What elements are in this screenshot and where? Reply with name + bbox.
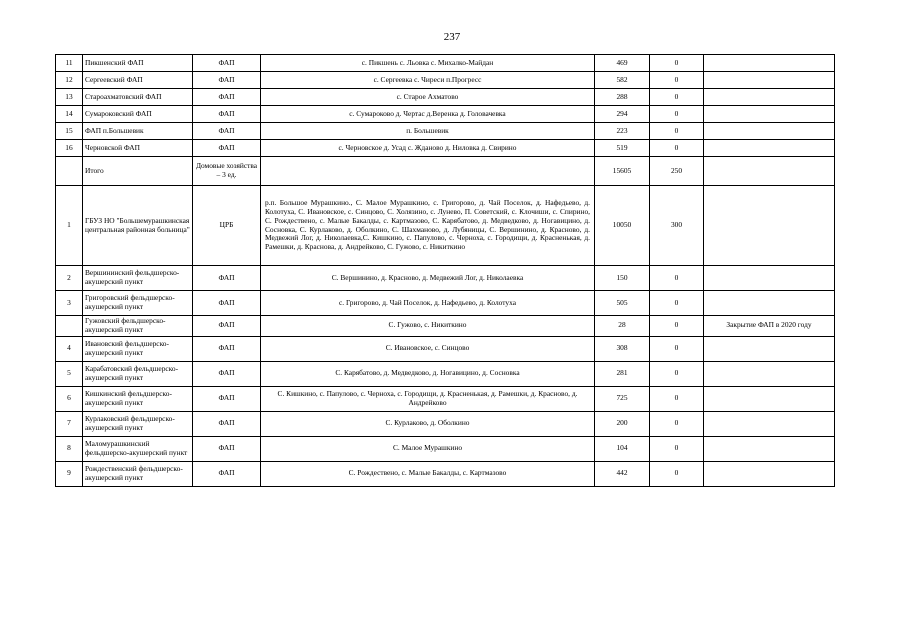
facility-name: Черновской ФАП [83, 140, 193, 157]
table-row [56, 55, 835, 72]
settlements-served: С. Гужово, с. Никиткино [261, 316, 595, 337]
population: 28 [595, 316, 650, 337]
row-number: 1 [56, 186, 83, 266]
facility-type: ФАП [193, 386, 261, 411]
count: 300 [650, 186, 704, 266]
table-row [56, 291, 835, 316]
facility-name: ГБУЗ НО "Большемурашкинская центральная районная больница" [83, 186, 193, 266]
table-row [56, 89, 835, 106]
table-row [56, 157, 835, 186]
row-number: 6 [56, 386, 83, 411]
population: 725 [595, 386, 650, 411]
population: 469 [595, 55, 650, 72]
row-number: 15 [56, 123, 83, 140]
facility-name: Пикшенский ФАП [83, 55, 193, 72]
row-number: 4 [56, 336, 83, 361]
table-row [56, 316, 835, 337]
facility-name: ФАП п.Большевик [83, 123, 193, 140]
note [704, 386, 835, 411]
table-row [56, 461, 835, 486]
facility-type: ФАП [193, 316, 261, 337]
row-number: 12 [56, 72, 83, 89]
facility-name: Итого [83, 157, 193, 186]
settlements-served: с. Черновское д. Усад с. Жданово д. Ниловка д. Свирино [261, 140, 595, 157]
population: 223 [595, 123, 650, 140]
facility-name: Гужовский фельдшерско-акушерский пункт [83, 316, 193, 337]
table-row [56, 266, 835, 291]
count: 0 [650, 55, 704, 72]
count: 0 [650, 411, 704, 436]
population: 104 [595, 436, 650, 461]
count: 0 [650, 436, 704, 461]
row-number: 5 [56, 361, 83, 386]
row-number: 9 [56, 461, 83, 486]
note [704, 336, 835, 361]
facility-type: ФАП [193, 336, 261, 361]
settlements-served: с. Пикшень с. Льовка с. Михалко-Майдан [261, 55, 595, 72]
facility-type: ФАП [193, 89, 261, 106]
row-number: 11 [56, 55, 83, 72]
note [704, 266, 835, 291]
facility-type: ФАП [193, 291, 261, 316]
row-number: 7 [56, 411, 83, 436]
settlements-served: с. Григорово, д. Чай Поселок, д. Нафедьево, д. Колотуха [261, 291, 595, 316]
facility-type: ФАП [193, 55, 261, 72]
row-number: 2 [56, 266, 83, 291]
facility-type: ЦРБ [193, 186, 261, 266]
row-number: 16 [56, 140, 83, 157]
population: 288 [595, 89, 650, 106]
population: 582 [595, 72, 650, 89]
settlements-served: С. Ивановское, с. Синцово [261, 336, 595, 361]
row-number: 13 [56, 89, 83, 106]
table-row [56, 436, 835, 461]
table-row [56, 106, 835, 123]
facility-type: Домовые хозяйства – 3 ед. [193, 157, 261, 186]
facility-type: ФАП [193, 361, 261, 386]
settlements-served: с. Сумароково д. Чертас д.Веренка д. Головачевка [261, 106, 595, 123]
settlements-served: С. Вершинино, д. Красново, д. Медвежий Лог, д. Николаевка [261, 266, 595, 291]
row-number: 8 [56, 436, 83, 461]
table-row [56, 411, 835, 436]
count: 0 [650, 266, 704, 291]
note [704, 291, 835, 316]
count: 0 [650, 316, 704, 337]
facility-type: ФАП [193, 140, 261, 157]
count: 0 [650, 123, 704, 140]
facility-name: Карабатовский фельдшерско-акушерский пункт [83, 361, 193, 386]
facility-type: ФАП [193, 266, 261, 291]
facility-type: ФАП [193, 123, 261, 140]
count: 0 [650, 106, 704, 123]
count: 0 [650, 291, 704, 316]
population: 505 [595, 291, 650, 316]
count: 0 [650, 361, 704, 386]
facility-name: Вершининский фельдшерско-акушерский пункт [83, 266, 193, 291]
facility-type: ФАП [193, 106, 261, 123]
note [704, 89, 835, 106]
note [704, 436, 835, 461]
facility-name: Григоровский фельдшерско-акушерский пункт [83, 291, 193, 316]
population: 10050 [595, 186, 650, 266]
count: 0 [650, 72, 704, 89]
settlements-served: С. Рождествено, с. Малые Бакалды, с. Картмазово [261, 461, 595, 486]
facility-type: ФАП [193, 461, 261, 486]
note [704, 106, 835, 123]
facility-name: Сергеевский ФАП [83, 72, 193, 89]
note [704, 72, 835, 89]
row-number [56, 157, 83, 186]
population: 281 [595, 361, 650, 386]
settlements-served [261, 157, 595, 186]
settlements-served: р.п. Большое Мурашкино., С. Малое Мурашкино, с. Григорово, д. Чай Поселок, д. Нафедьево, д. Колотуха, С. Ивановское, с. Синцово, С. Холязино, с. Лунево, П. Советский, с. Клочиши, с. Спирино, С. Рождествено, с. Малые Бакалды, с. Картмазово, С. Карябатово, д. Медведково, д. Ногавицино, д. Сосновка, С. Курлаково, д. Оболкино, С. Шахманово, д. Лубяницы, С. Вершинино, д. Красново, д. Медвежий Лог, д. Николаевка,С. Кишкино, с. Папулово, с. Черноха, с. Городищи, д. Красненькая, д. Рамешки, д. Краснова, д. Андрейково, С. Гужово, с. Никиткино [261, 186, 595, 266]
population: 308 [595, 336, 650, 361]
settlements-served: С. Кишкино, с. Папулово, с. Черноха, с. Городищи, д. Красненькая, д. Рамешки, д. Красново, д. Андрейково [261, 386, 595, 411]
count: 0 [650, 461, 704, 486]
population: 200 [595, 411, 650, 436]
settlements-served: с. Старое Ахматово [261, 89, 595, 106]
note [704, 157, 835, 186]
note [704, 461, 835, 486]
table-row [56, 186, 835, 266]
page-number: 237 [443, 31, 461, 43]
facility-type: ФАП [193, 72, 261, 89]
count: 0 [650, 336, 704, 361]
facility-name: Маломурашкинский фельдшерско-акушерский пункт [83, 436, 193, 461]
table-row [56, 140, 835, 157]
count: 0 [650, 140, 704, 157]
table-row [56, 336, 835, 361]
population: 294 [595, 106, 650, 123]
table-row [56, 123, 835, 140]
facilities-table [55, 54, 835, 487]
population: 150 [595, 266, 650, 291]
note [704, 411, 835, 436]
note [704, 123, 835, 140]
note [704, 55, 835, 72]
facility-type: ФАП [193, 436, 261, 461]
facility-type: ФАП [193, 411, 261, 436]
population: 442 [595, 461, 650, 486]
table-row [56, 72, 835, 89]
settlements-served: С. Карябатово, д. Медведково, д. Ногавицино, д. Сосновка [261, 361, 595, 386]
note [704, 361, 835, 386]
population: 519 [595, 140, 650, 157]
facility-name: Сумароковский ФАП [83, 106, 193, 123]
facility-name: Кишкинский фельдшерско-акушерский пункт [83, 386, 193, 411]
count: 0 [650, 89, 704, 106]
row-number: 14 [56, 106, 83, 123]
settlements-served: С. Курлаково, д. Оболкино [261, 411, 595, 436]
settlements-served: С. Малое Мурашкино [261, 436, 595, 461]
facility-name: Староахматовский ФАП [83, 89, 193, 106]
row-number: 3 [56, 291, 83, 316]
note: Закрытие ФАП в 2020 году [704, 316, 835, 337]
facility-name: Курлаковский фельдшерско-акушерский пункт [83, 411, 193, 436]
table-row [56, 386, 835, 411]
note [704, 140, 835, 157]
row-number [56, 316, 83, 337]
facility-name: Ивановский фельдшерско-акушерский пункт [83, 336, 193, 361]
count: 0 [650, 386, 704, 411]
table-row [56, 361, 835, 386]
facility-name: Рождественский фельдшерско-акушерский пункт [83, 461, 193, 486]
count: 250 [650, 157, 704, 186]
settlements-served: с. Сергеевка с. Чиреси п.Прогресс [261, 72, 595, 89]
population: 15605 [595, 157, 650, 186]
note [704, 186, 835, 266]
settlements-served: п. Большевик [261, 123, 595, 140]
